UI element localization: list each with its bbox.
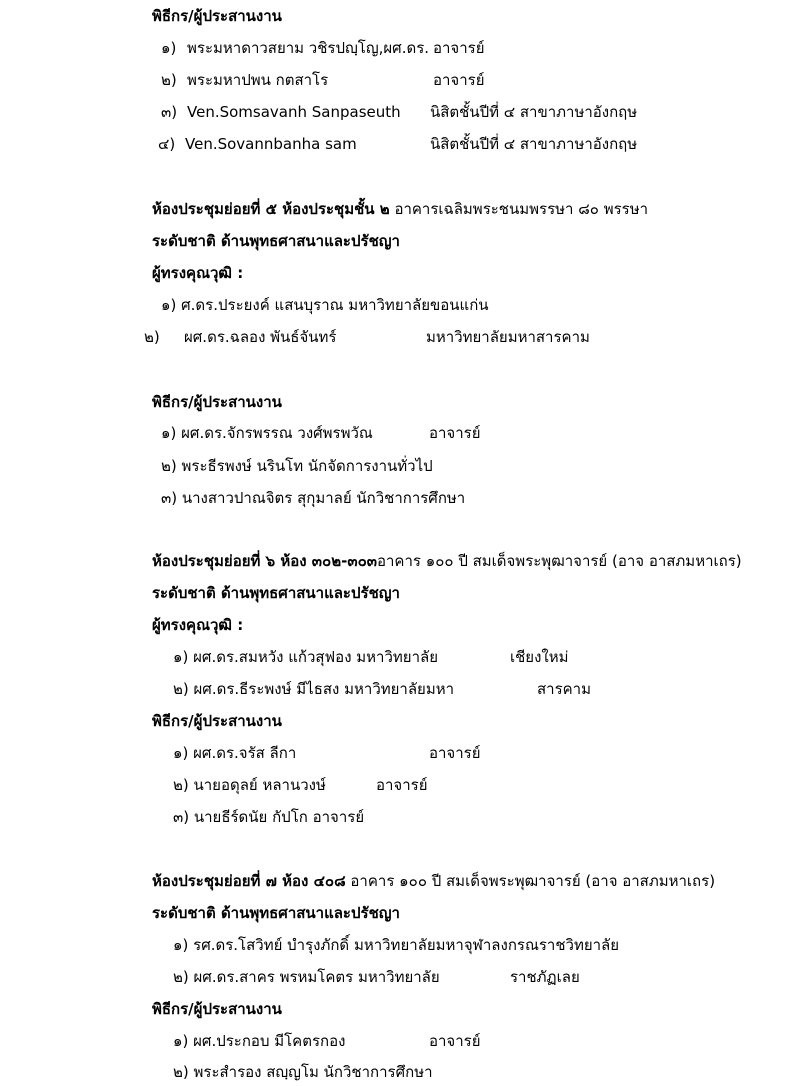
host-name: ๑) ผศ.ดร.จรัส ลีกา [173, 744, 297, 762]
host-role: อาจารย์ [429, 1032, 481, 1050]
expert-name: ๑) ผศ.ดร.สมหวัง แก้วสุฟอง มหาวิทยาลัย [173, 648, 438, 666]
expert-org: เชียงใหม่ [510, 648, 569, 666]
room-title [152, 199, 648, 219]
host-name: ๑) ผศ.ประกอบ มีโคตรกอง [173, 1032, 346, 1050]
row-number: ๓) [161, 103, 178, 121]
experts-heading: ผู้ทรงคุณวุฒิ : [152, 264, 244, 282]
row-number: ๑) [161, 39, 177, 57]
row-number: ๒) [144, 328, 160, 346]
experts-heading: ผู้ทรงคุณวุฒิ : [152, 616, 244, 634]
host-row: ๓) นายธีร์ดนัย กัปโก อาจารย์ [173, 808, 365, 826]
host-name: ๒) นายอดุลย์ หลานวงษ์ [173, 776, 326, 794]
room-name: ห้องประชุมย่อยที่ ๕ ห้องประชุมชั้น ๒ [152, 200, 390, 218]
room-level: ระดับชาติ ด้านพุทธศาสนาและปรัชญา [152, 904, 400, 922]
expert-row: ๑) รศ.ดร.โสวิทย์ บำรุงภักดิ์ มหาวิทยาลัยมหาจุฬาลงกรณราชวิทยาลัย [173, 936, 620, 954]
expert-name: ๒) ผศ.ดร.ธีระพงษ์ มีไธสง มหาวิทยาลัยมหา [173, 680, 455, 698]
host-name: ๑) ผศ.ดร.จักรพรรณ วงศ์พรพวัณ [161, 424, 373, 442]
room-level: ระดับชาติ ด้านพุทธศาสนาและปรัชญา [152, 584, 400, 602]
room-title [152, 871, 715, 891]
room-name: ห้องประชุมย่อยที่ ๖ ห้อง ๓๐๒-๓๐๓ [152, 552, 377, 570]
room-title [152, 551, 742, 571]
host-row: ๒) พระธีรพงษ์ นรินโท นักจัดการงานทั่วไป [161, 457, 433, 475]
row-number: ๒) [161, 71, 177, 89]
expert-org: มหาวิทยาลัยมหาสารคาม [426, 328, 590, 346]
host-row: ๒) พระสำรอง สญฺญโม นักวิชาการศึกษา [173, 1063, 433, 1081]
room-location: อาคารเฉลิมพระชนมพรรษา ๘๐ พรรษา [389, 200, 649, 218]
host-role: อาจารย์ [429, 744, 481, 762]
hosts-heading: พิธีกร/ผู้ประสานงาน [152, 393, 282, 411]
host-role: นิสิตชั้นปีที่ ๔ สาขาภาษาอังกฤษ [430, 103, 638, 121]
hosts-heading: พิธีกร/ผู้ประสานงาน [152, 1000, 282, 1018]
host-role: นิสิตชั้นปีที่ ๔ สาขาภาษาอังกฤษ [430, 135, 638, 153]
row-number: ๔) [158, 135, 176, 153]
host-role: อาจารย์ [376, 776, 428, 794]
expert-row: ๑) ศ.ดร.ประยงค์ แสนบุราณ มหาวิทยาลัยขอนแก่น [161, 296, 489, 314]
host-name: พระมหาดาวสยาม วชิรปญฺโญ,ผศ.ดร. [187, 39, 430, 57]
room-location: อาคาร ๑๐๐ ปี สมเด็จพระพุฒาจารย์ (อาจ อาสภมหาเถร) [345, 872, 716, 890]
hosts-heading: พิธีกร/ผู้ประสานงาน [152, 7, 282, 25]
expert-name: ผศ.ดร.ฉลอง พันธ์จันทร์ [184, 328, 337, 346]
host-role: อาจารย์ [433, 71, 485, 89]
room-location: อาคาร ๑๐๐ ปี สมเด็จพระพุฒาจารย์ (อาจ อาสภมหาเถร) [377, 552, 742, 570]
room-name: ห้องประชุมย่อยที่ ๗ ห้อง ๔๐๘ [152, 872, 346, 890]
hosts-heading: พิธีกร/ผู้ประสานงาน [152, 712, 282, 730]
host-name: พระมหาปพน กตสาโร [187, 71, 329, 89]
expert-org: สารคาม [537, 680, 591, 698]
expert-org: ราชภัฏเลย [510, 968, 580, 986]
expert-name: ๒) ผศ.ดร.สาคร พรหมโคตร มหาวิทยาลัย [173, 968, 440, 986]
host-role: อาจารย์ [429, 424, 481, 442]
host-row: ๓) นางสาวปาณจิตร สุกุมาลย์ นักวิชาการศึกษา [161, 489, 466, 507]
host-name: Ven.Somsavanh Sanpaseuth [187, 103, 401, 121]
host-role: อาจารย์ [433, 39, 485, 57]
host-name: Ven.Sovannbanha sam [185, 135, 357, 153]
room-level: ระดับชาติ ด้านพุทธศาสนาและปรัชญา [152, 232, 400, 250]
